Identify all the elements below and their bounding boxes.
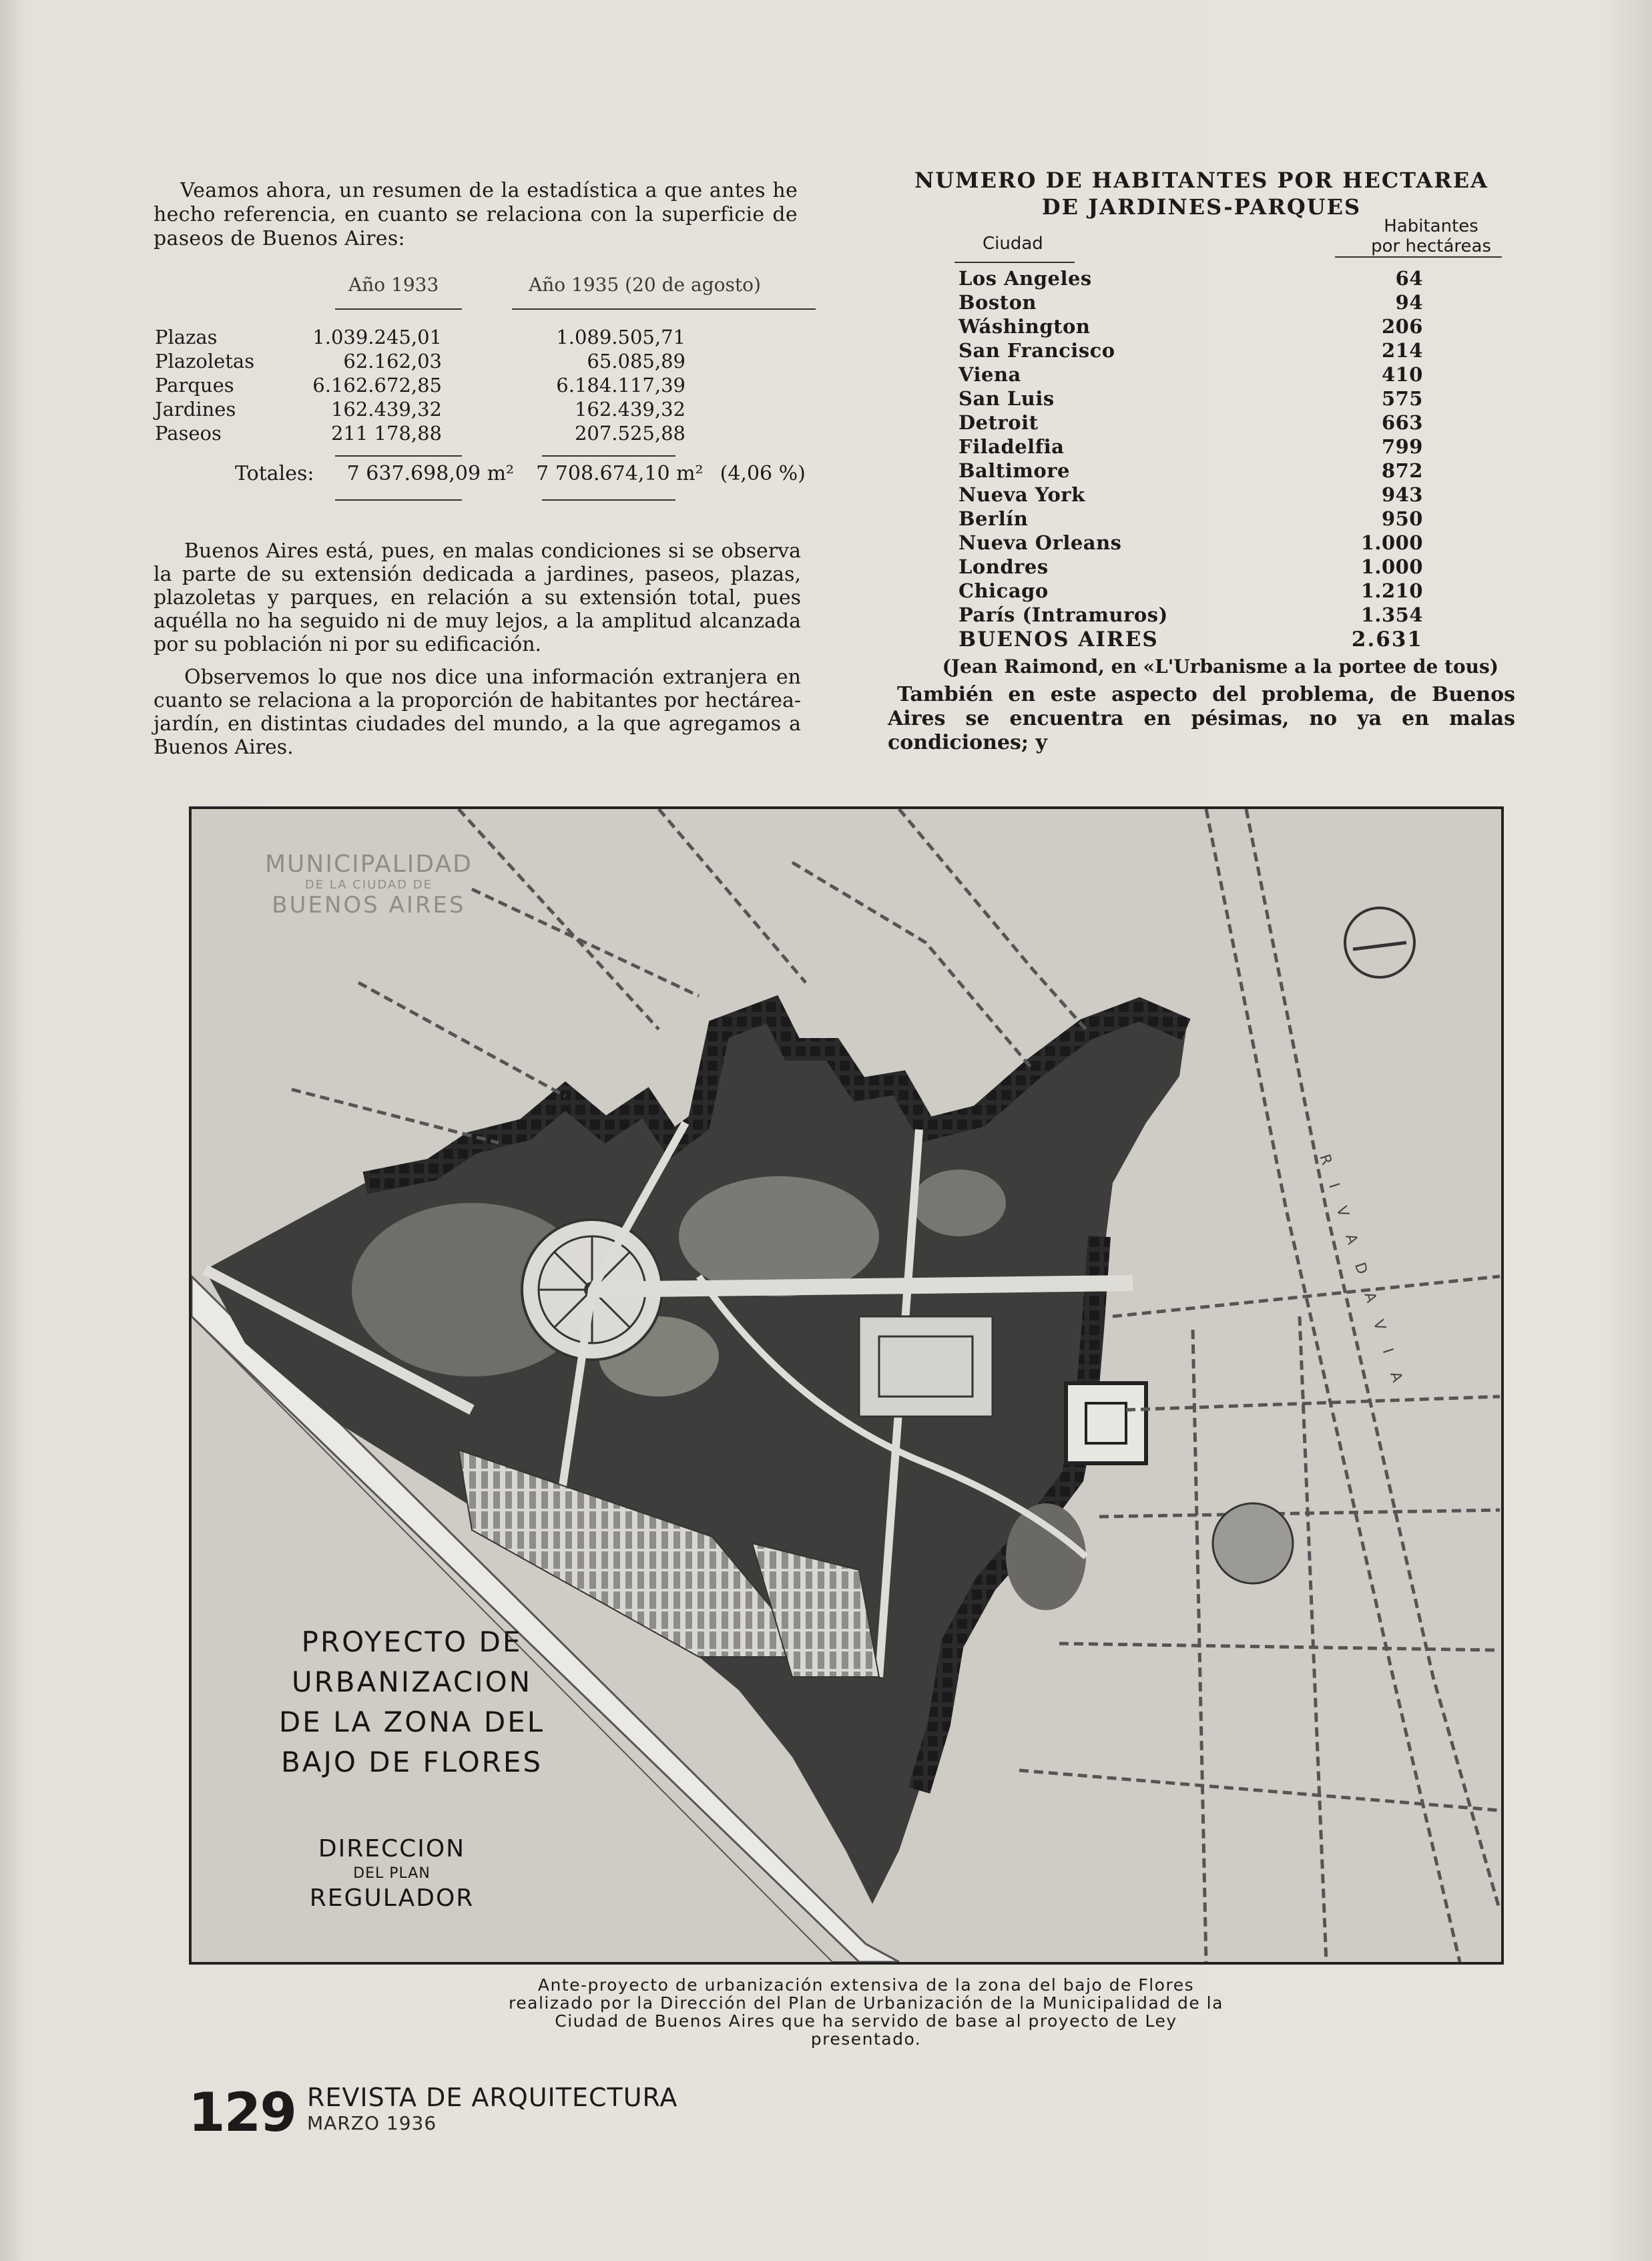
- table-row: [888, 459, 1515, 483]
- table-title: NUMERO DE HABITANTES POR HECTAREA: [914, 168, 1488, 193]
- table-row: Plazas 1.039.245,01 1.089.505,71: [155, 326, 685, 348]
- table-row: [888, 603, 1515, 627]
- density-table: [888, 167, 1515, 755]
- city-name: Los Angeles: [958, 267, 1092, 290]
- city-name: Viena: [958, 363, 1021, 386]
- table-row: Plazoletas 62.162,03 65.085,89: [155, 350, 685, 372]
- city-name: BUENOS AIRES: [958, 627, 1159, 652]
- city-name: Chicago: [958, 579, 1049, 602]
- table-header: [888, 216, 1515, 267]
- table-row: [888, 411, 1515, 435]
- inhabitants-value: 410: [1381, 363, 1423, 386]
- city-name: San Francisco: [958, 339, 1115, 362]
- table-row: [888, 339, 1515, 363]
- inhabitants-value: 872: [1381, 459, 1423, 482]
- inhabitants-value: 206: [1381, 315, 1423, 338]
- left-body-text: [154, 539, 801, 768]
- divider: [542, 499, 675, 501]
- table-row: [888, 267, 1515, 291]
- city-name: Baltimore: [958, 459, 1070, 482]
- city-name: Boston: [958, 291, 1037, 314]
- inhabitants-value: 1.000: [1360, 555, 1423, 578]
- city-name: Wáshington: [958, 315, 1091, 338]
- inhabitants-value: 64: [1395, 267, 1423, 290]
- table-row: Jardines 162.439,32 162.439,32: [155, 398, 685, 421]
- figure-caption: Ante-proyecto de urbanización extensiva de la zona del bajo de Flores realizado por la Dirección del Plan de Urbanización de la Municipalidad de la Ciudad de Buenos Aires que ha servido de base al proyecto de Ley presentado.: [509, 1975, 1223, 2049]
- paragraph: Observemos lo que nos dice una información extranjera en cuanto se relaciona a la proporción de habitantes por hectárea-jardín, en distintas ciudades del mundo, a la que agregamos a Buenos Aires.: [154, 666, 801, 759]
- divider: [954, 262, 1075, 263]
- inhabitants-value: 94: [1395, 291, 1423, 314]
- urbanization-plan-map: [189, 806, 1504, 1965]
- map-drawing: [192, 809, 1501, 1962]
- table-row: [888, 483, 1515, 507]
- magazine-title: REVISTA DE ARQUITECTURA: [307, 2083, 678, 2112]
- divider: [542, 455, 675, 457]
- paragraph: También en este aspecto del problema, de Buenos Aires se encuentra en pésimas, no ya en malas condiciones; y: [888, 683, 1515, 754]
- table-row: [888, 291, 1515, 315]
- city-name: Nueva Orleans: [958, 531, 1122, 554]
- table-row: Parques 6.162.672,85 6.184.117,39: [155, 374, 685, 397]
- table-row: [888, 363, 1515, 387]
- table-row: [888, 531, 1515, 555]
- city-name: Filadelfia: [958, 435, 1065, 458]
- divider: [335, 308, 462, 310]
- map-authority-label: DIRECCION DEL PLAN REGULADOR: [309, 1835, 475, 1912]
- table-row: [888, 627, 1515, 652]
- table-row: [888, 315, 1515, 339]
- svg-text:RIVADAVIA: RIVADAVIA: [1316, 1152, 1412, 1404]
- city-name: Londres: [958, 555, 1049, 578]
- table-subtitle: DE JARDINES-PARQUES: [1041, 194, 1362, 220]
- issue-date: MARZO 1936: [307, 2112, 437, 2134]
- divider: [335, 455, 462, 457]
- inhabitants-value: 943: [1381, 483, 1423, 506]
- divider: [512, 308, 816, 310]
- city-name: Nueva York: [958, 483, 1085, 506]
- city-name: París (Intramuros): [958, 603, 1168, 626]
- page-number: 129: [188, 2081, 296, 2144]
- city-name: Detroit: [958, 411, 1039, 434]
- table-row: [888, 435, 1515, 459]
- col-header-1935: Año 1935 (20 de agosto): [529, 274, 761, 296]
- inhabitants-value: 575: [1381, 387, 1423, 410]
- col-header-inhabitants: Habitantes por hectáreas: [1371, 216, 1491, 256]
- table-row: Paseos 211 178,88 207.525,88: [155, 422, 685, 445]
- magazine-footer: [307, 2083, 677, 2134]
- inhabitants-value: 2.631: [1351, 627, 1423, 652]
- inhabitants-value: 1.000: [1360, 531, 1423, 554]
- intro-paragraph: Veamos ahora, un resumen de la estadística a que antes he hecho referencia, en cuanto se relaciona con la superficie de paseos de Buenos Aires:: [154, 179, 798, 250]
- inhabitants-value: 1.210: [1360, 579, 1423, 602]
- divider: [335, 499, 462, 501]
- inhabitants-value: 663: [1381, 411, 1423, 434]
- table-row: [888, 387, 1515, 411]
- inhabitants-value: 950: [1381, 507, 1423, 530]
- col-header-city: Ciudad: [983, 234, 1043, 254]
- city-name: San Luis: [958, 387, 1055, 410]
- table-row: [888, 555, 1515, 579]
- inhabitants-value: 799: [1381, 435, 1423, 458]
- col-header-1933: Año 1933: [348, 274, 439, 296]
- divider: [1335, 256, 1502, 258]
- paragraph: Buenos Aires está, pues, en malas condiciones si se observa la parte de su extensión dedicada a jardines, paseos, plazas, plazoletas y parques, en relación a su extensión total, pues aquélla no ha seguido ni de muy lejos, a la amplitud alcanzada por su población ni por su edificación.: [154, 539, 801, 656]
- municipality-stamp: MUNICIPALIDAD DE LA CIUDAD DE BUENOS AIRES: [265, 850, 473, 919]
- source-credit: (Jean Raimond, en «L'Urbanisme a la portee de tous): [942, 656, 1498, 678]
- table-row: [888, 579, 1515, 603]
- map-title: PROYECTO DE URBANIZACION DE LA ZONA DEL BAJO DE FLORES: [278, 1625, 545, 1778]
- totals-row: Totales: 7 637.698,09 m² 7 708.674,10 m² (4,06 %): [235, 462, 806, 485]
- city-name: Berlín: [958, 507, 1029, 530]
- table-row: [888, 507, 1515, 531]
- density-rows: [888, 267, 1515, 652]
- inhabitants-value: 1.354: [1360, 603, 1423, 626]
- inhabitants-value: 214: [1381, 339, 1423, 362]
